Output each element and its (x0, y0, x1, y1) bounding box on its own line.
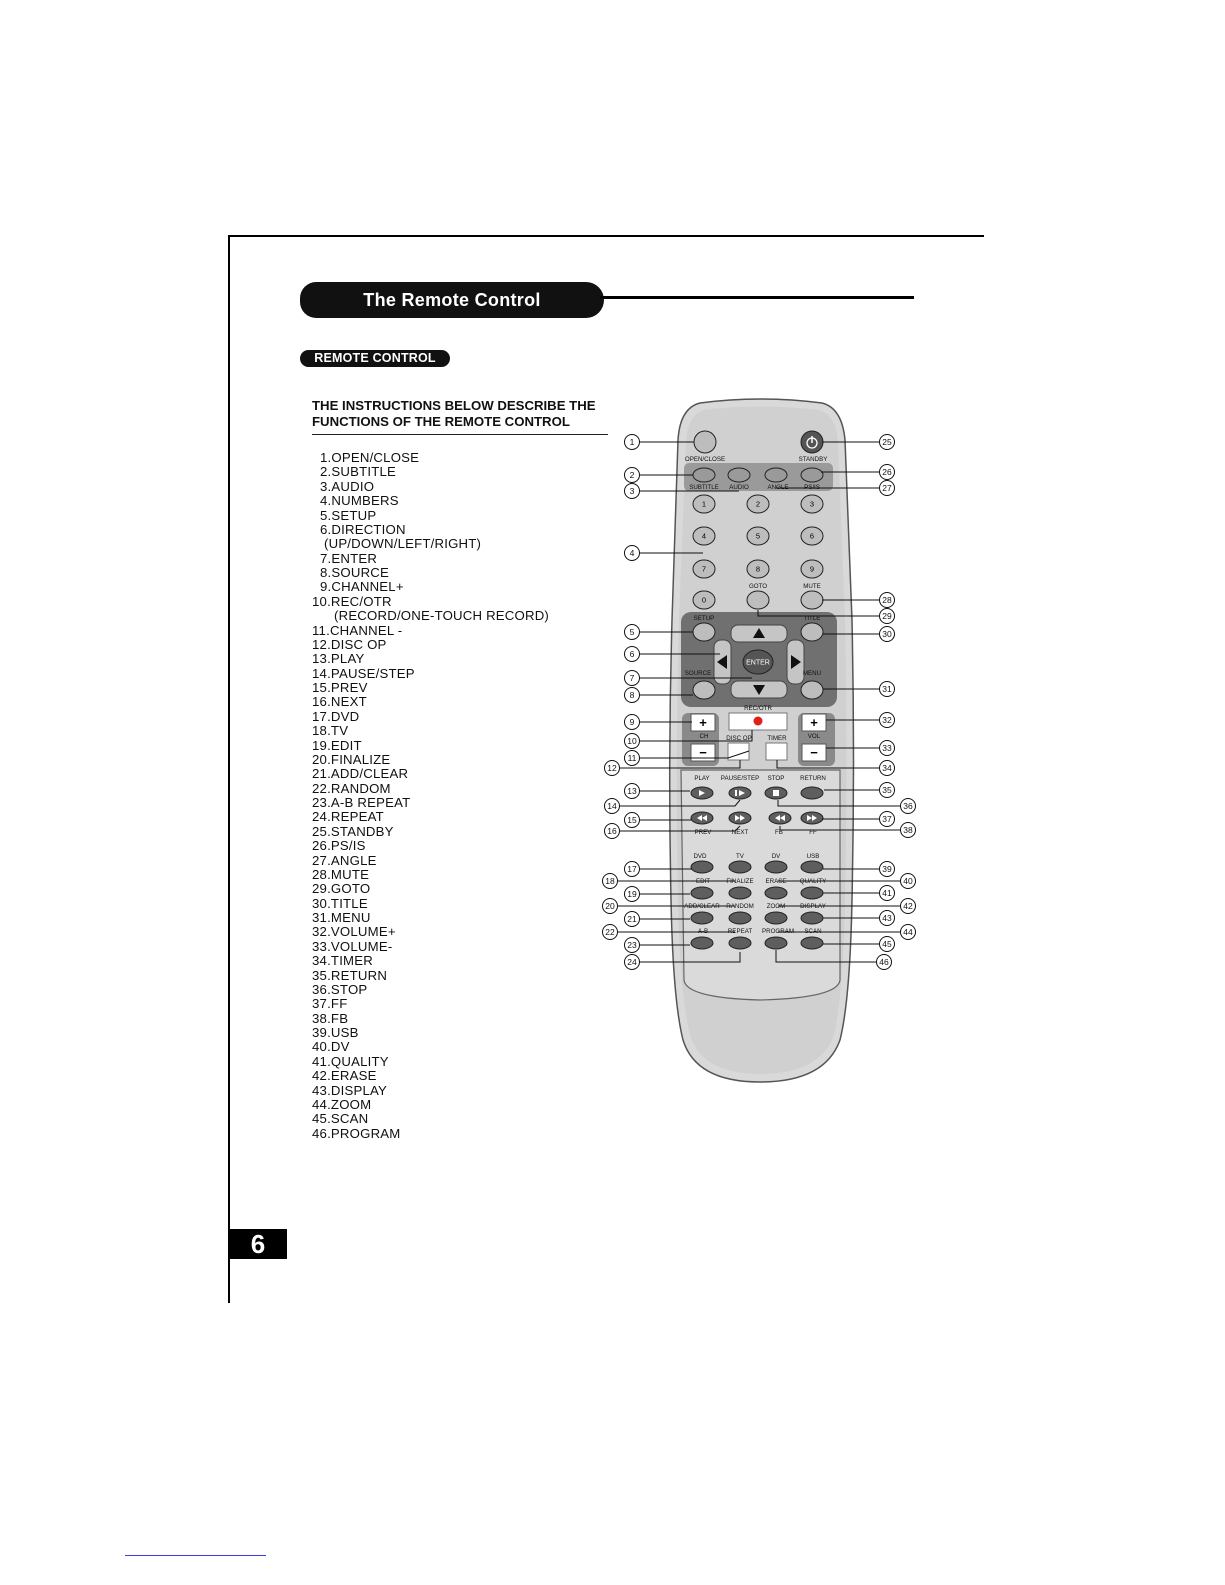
legend-item: 27.ANGLE (312, 852, 377, 868)
legend-item: 21.ADD/CLEAR (312, 766, 409, 782)
section-label: REMOTE CONTROL (300, 350, 450, 367)
remote-control-diagram (600, 395, 930, 1090)
legend-item: (UP/DOWN/LEFT/RIGHT) (324, 536, 482, 552)
callout-number: 38 (903, 825, 913, 835)
random-button (729, 912, 751, 924)
digit-label: 4 (701, 531, 707, 541)
digit-label: 3 (809, 499, 815, 509)
callout-number: 37 (882, 814, 892, 824)
add-clear-label: ADD/CLEAR (684, 903, 720, 910)
stop-label: STOP (767, 775, 785, 782)
legend-item: 20.FINALIZE (312, 751, 391, 767)
scan-label: SCAN (804, 928, 822, 935)
legend-item: 43.DISPLAY (312, 1082, 388, 1098)
digit-label: 5 (755, 531, 761, 541)
legend-item: 2.SUBTITLE (320, 464, 397, 480)
audio-label: AUDIO (729, 484, 749, 491)
callout-number: 45 (882, 939, 892, 949)
legend-item: 23.A-B REPEAT (312, 795, 411, 810)
callout-number: 29 (882, 611, 892, 621)
callout-number: 22 (605, 927, 615, 937)
legend-item: 17.DVD (312, 708, 360, 724)
callout-number: 43 (882, 913, 892, 923)
record-dot-icon (754, 717, 763, 726)
callout-number: 3 (629, 486, 635, 496)
frame-top-rule (229, 235, 984, 237)
legend-item: 7.ENTER (320, 550, 378, 566)
callout-number: 11 (627, 753, 637, 763)
digit-label: 7 (701, 564, 707, 574)
legend-item: 34.TIMER (312, 953, 373, 969)
display-button (801, 912, 823, 924)
legend-item: 46.PROGRAM (312, 1125, 401, 1141)
ch-minus-glyph: − (699, 745, 707, 760)
lower-panel (681, 770, 840, 1000)
callout-number: 17 (627, 864, 637, 874)
open-close-label: OPEN/CLOSE (684, 456, 726, 463)
ch-label: CH (699, 733, 709, 740)
legend-item: 5.SETUP (320, 507, 377, 523)
callout-number: 23 (627, 940, 637, 950)
callout-number: 27 (882, 483, 892, 493)
footer-rule (125, 1555, 266, 1556)
digit-label: 9 (809, 564, 815, 574)
next-label: NEXT (731, 829, 749, 836)
psis-label: PS/IS (804, 484, 820, 491)
vol-plus-glyph: + (810, 715, 818, 730)
legend-item: 8.SOURCE (320, 565, 390, 580)
dv-button (765, 861, 787, 873)
scan-button (801, 937, 823, 949)
zoom-label: ZOOM (766, 903, 786, 910)
legend-item: 42.ERASE (312, 1068, 377, 1084)
callout-number: 9 (629, 717, 635, 727)
legend-item: 45.SCAN (312, 1111, 369, 1127)
intro-text (312, 398, 612, 430)
finalize-label: FINALIZE (726, 878, 754, 885)
legend-item: 16.NEXT (312, 694, 367, 710)
frame-left-rule (228, 235, 230, 1303)
stop-icon (773, 790, 779, 796)
page-title: The Remote Control (300, 282, 604, 318)
intro-rule (312, 434, 608, 435)
callout-number: 10 (627, 736, 637, 746)
subtitle-button (693, 468, 715, 482)
zoom-button (765, 912, 787, 924)
legend-item: 26.PS/IS (312, 838, 366, 854)
callout-number: 39 (882, 864, 892, 874)
ch-plus-glyph: + (699, 715, 707, 730)
legend-item: 15.PREV (312, 680, 368, 695)
legend-item: 37.FF (312, 996, 348, 1012)
random-label: RANDOM (726, 903, 754, 910)
legend-item: 24.REPEAT (312, 809, 384, 825)
legend-item: 36.STOP (312, 981, 368, 997)
legend-item: 38.FB (312, 1010, 349, 1026)
legend-item: 4.NUMBERS (320, 493, 399, 509)
callout-number: 18 (605, 876, 615, 886)
legend-item: 30.TITLE (312, 895, 368, 911)
callout-number: 42 (903, 901, 913, 911)
legend-item: 33.VOLUME- (312, 938, 393, 954)
title-label: TITLE (803, 615, 821, 622)
psis-button (801, 468, 823, 482)
legend-item: 3.AUDIO (320, 478, 375, 494)
edit-button (691, 887, 713, 899)
page-number: 6 (229, 1229, 287, 1259)
legend-item: 19.EDIT (312, 737, 362, 753)
disc-op-label: DISC OP (726, 735, 752, 742)
usb-label: USB (806, 853, 820, 860)
dv-label: DV (771, 853, 781, 860)
legend-item: 25.STANDBY (312, 823, 394, 839)
callout-number: 14 (607, 801, 617, 811)
audio-button (728, 468, 750, 482)
usb-button (801, 861, 823, 873)
callout-number: 21 (627, 914, 637, 924)
setup-button (693, 623, 715, 641)
legend-item: 41.QUALITY (312, 1053, 389, 1069)
callout-number: 41 (882, 888, 892, 898)
pause-step-label: PAUSE/STEP (720, 775, 760, 782)
source-label: SOURCE (684, 670, 712, 677)
edit-label: EDIT (695, 878, 711, 885)
callout-number: 1 (629, 437, 635, 447)
menu-label: MENU (802, 670, 822, 677)
digit-label: 8 (755, 564, 761, 574)
callout-number: 19 (627, 889, 637, 899)
callout-number: 44 (903, 927, 913, 937)
legend-item: 13.PLAY (312, 651, 365, 667)
legend-item: 22.RANDOM (312, 780, 391, 796)
play-label: PLAY (694, 775, 710, 782)
callout-number: 36 (903, 801, 913, 811)
vol-label: VOL (807, 733, 821, 740)
quality-label: QUALITY (799, 878, 827, 885)
callout-number: 33 (882, 743, 892, 753)
legend-item: 10.REC/OTR (312, 593, 392, 609)
callout-number: 26 (882, 467, 892, 477)
ff-label: FF (809, 829, 817, 836)
program-label: PROGRAM (762, 928, 794, 935)
callout-number: 32 (882, 715, 892, 725)
finalize-button (729, 887, 751, 899)
legend-item: 44.ZOOM (312, 1096, 372, 1112)
menu-button (801, 681, 823, 699)
digit-label: 0 (701, 595, 707, 605)
pause-icon (735, 790, 737, 796)
legend-item: 18.TV (312, 723, 349, 739)
return-button (801, 787, 823, 799)
timer-button (766, 743, 787, 760)
add-clear-button (691, 912, 713, 924)
repeat-label: REPEAT (727, 928, 753, 935)
tv-button (729, 861, 751, 873)
callout-number: 46 (879, 957, 889, 967)
intro-line-1: THE INSTRUCTIONS BELOW DESCRIBE THE (312, 398, 596, 413)
title-rule (600, 296, 914, 299)
callout-number: 6 (629, 649, 635, 659)
legend-item: 39.USB (312, 1025, 359, 1040)
legend-item: 11.CHANNEL - (312, 622, 403, 638)
legend-item: 40.DV (312, 1039, 350, 1055)
rec-otr-label: REC/OTR (744, 705, 772, 712)
callout-number: 7 (629, 673, 635, 683)
fb-label: FB (775, 829, 783, 836)
callout-number: 8 (629, 690, 635, 700)
open-close-button (694, 431, 716, 453)
erase-label: ERASE (765, 878, 787, 885)
callout-number: 20 (605, 901, 615, 911)
callout-number: 5 (629, 627, 635, 637)
digit-label: 1 (701, 499, 707, 509)
legend-item: 1.OPEN/CLOSE (320, 450, 420, 465)
erase-button (765, 887, 787, 899)
callout-number: 28 (882, 595, 892, 605)
angle-button (765, 468, 787, 482)
title-button (801, 623, 823, 641)
return-label: RETURN (800, 775, 826, 782)
program-button (765, 937, 787, 949)
tv-label: TV (736, 853, 744, 860)
legend-item: 29.GOTO (312, 881, 371, 897)
callout-number: 34 (882, 763, 892, 773)
callout-number: 15 (627, 815, 637, 825)
ab-button (691, 937, 713, 949)
goto-button (747, 591, 769, 609)
legend-item: 12.DISC OP (312, 636, 387, 652)
legend-item: 28.MUTE (312, 866, 370, 882)
digit-label: 2 (755, 499, 761, 509)
enter-label: ENTER (746, 659, 770, 667)
legend-item: 14.PAUSE/STEP (312, 665, 415, 681)
callout-number: 13 (627, 786, 637, 796)
angle-label: ANGLE (767, 484, 789, 491)
callout-number: 30 (882, 629, 892, 639)
callout-number: 31 (882, 684, 892, 694)
legend-item: 6.DIRECTION (320, 521, 406, 537)
callout-number: 35 (882, 785, 892, 795)
mute-button (801, 591, 823, 609)
callout-number: 24 (627, 957, 637, 967)
legend-item: (RECORD/ONE-TOUCH RECORD) (334, 608, 550, 624)
subtitle-label: SUBTITLE (689, 484, 719, 491)
standby-label: STANDBY (798, 456, 828, 463)
timer-label: TIMER (767, 735, 787, 742)
vol-minus-glyph: − (810, 745, 818, 760)
function-legend (312, 451, 549, 1141)
callout-number: 4 (629, 548, 635, 558)
callout-number: 12 (607, 763, 617, 773)
dvd-button (691, 861, 713, 873)
source-button (693, 681, 715, 699)
setup-label: SETUP (693, 615, 715, 622)
callout-number: 25 (882, 437, 892, 447)
digit-label: 6 (809, 531, 815, 541)
legend-item: 35.RETURN (312, 967, 388, 983)
callout-number: 40 (903, 876, 913, 886)
mute-label: MUTE (803, 583, 821, 590)
legend-item: 32.VOLUME+ (312, 924, 396, 940)
legend-item: 9.CHANNEL+ (320, 579, 404, 595)
dvd-label: DVD (693, 853, 707, 860)
callout-number: 2 (629, 470, 635, 480)
prev-label: PREV (694, 829, 712, 836)
intro-line-2: FUNCTIONS OF THE REMOTE CONTROL (312, 414, 570, 429)
callout-number: 16 (607, 826, 617, 836)
goto-label: GOTO (748, 583, 768, 590)
ab-label: A-B (697, 928, 709, 935)
display-label: DISPLAY (800, 903, 826, 910)
quality-button (801, 887, 823, 899)
legend-item: 31.MENU (312, 910, 371, 925)
repeat-button (729, 937, 751, 949)
